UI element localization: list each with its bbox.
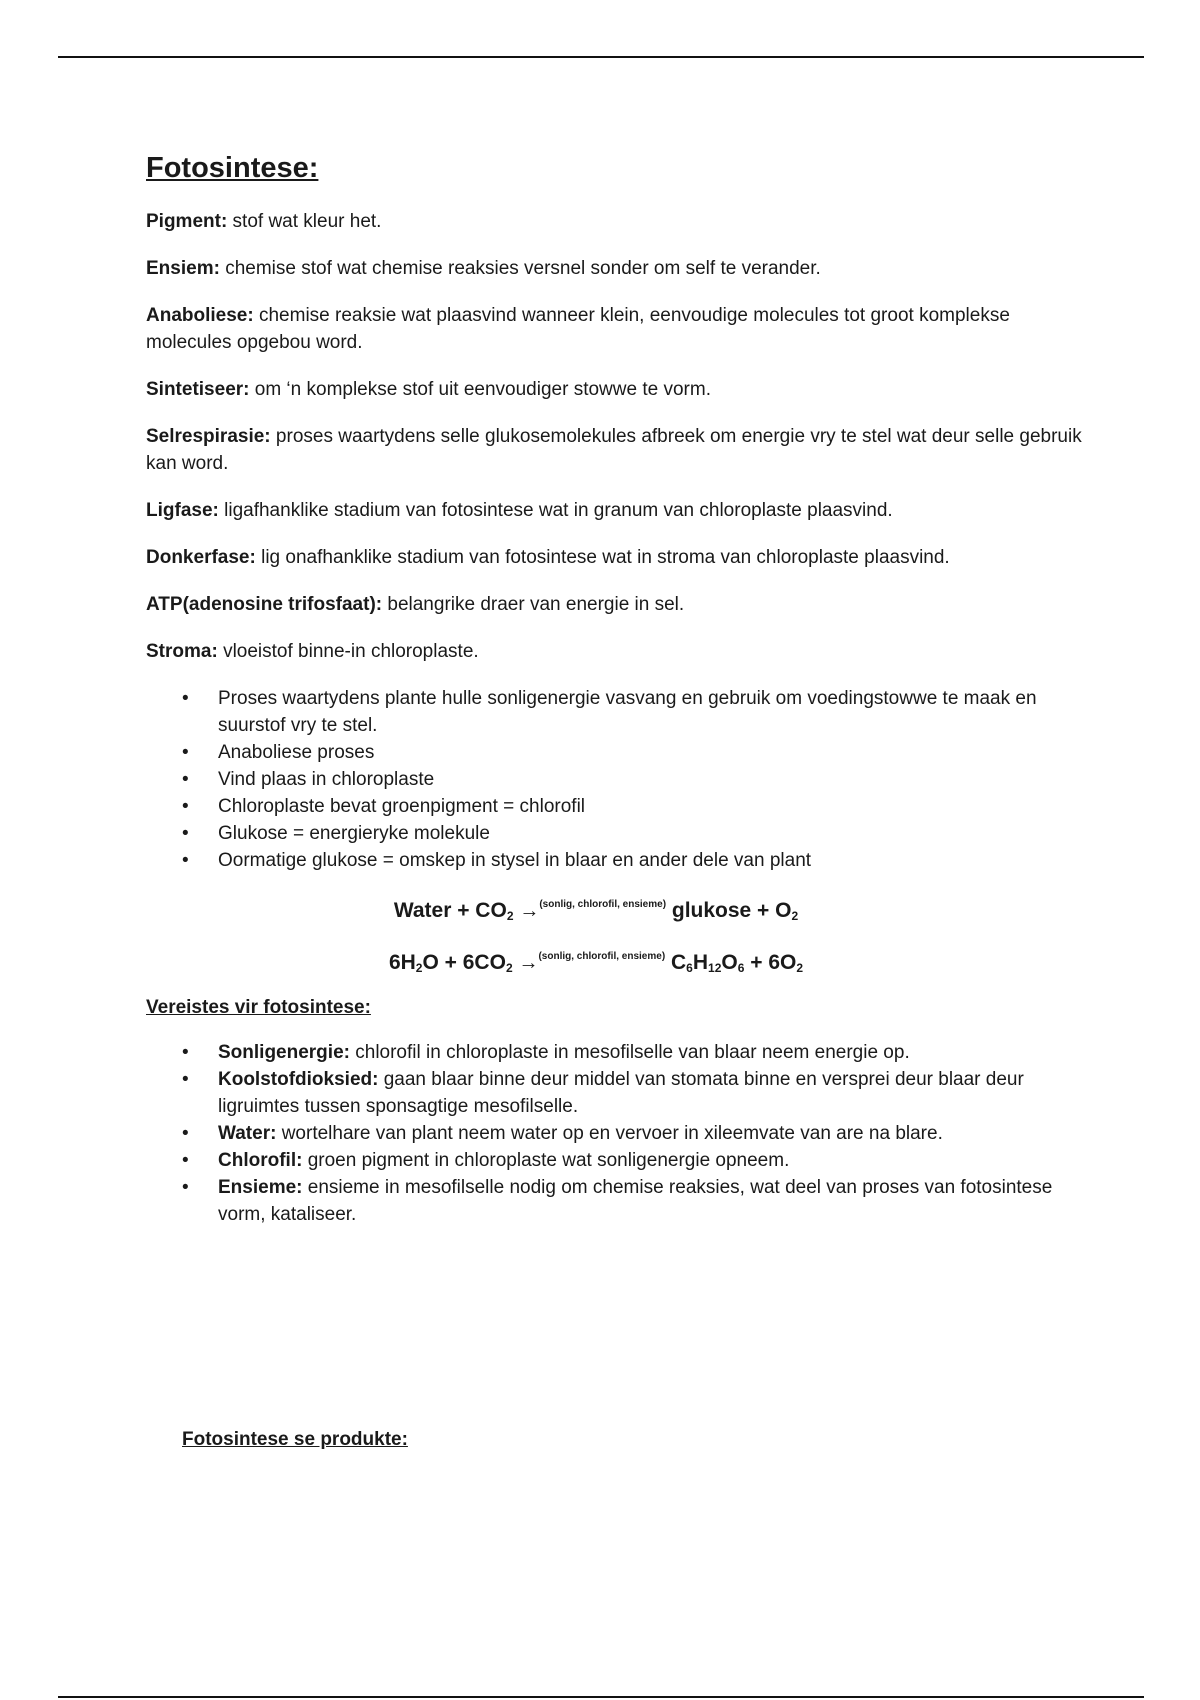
definition-term: Donkerfase:	[146, 547, 256, 568]
definition-term: Ensiem:	[146, 258, 220, 279]
equation-part: 6H	[388, 951, 416, 974]
definition-atp	[146, 591, 1086, 618]
list-item: • Oormatige glukose = omskep in stysel in blaar en ander dele van plant	[218, 847, 1086, 874]
list-item: • Proses waartydens plante hulle sonligenergie vasvang en gebruik om voedingstowwe te maak en suurstof vry te stel.	[218, 685, 1086, 739]
list-item	[218, 1120, 1086, 1147]
products-heading: Fotosintese se produkte:	[182, 1429, 408, 1450]
page-top-rule	[58, 56, 1144, 58]
equation-part: + 6O	[744, 951, 797, 974]
equation-condition: (sonlig, chlorofil, ensieme)	[539, 899, 667, 910]
page-bottom-rule	[58, 1696, 1144, 1698]
list-item: • Anaboliese proses	[218, 739, 1086, 766]
list-item	[218, 1066, 1086, 1120]
equation-subscript: 6	[686, 961, 693, 975]
equation-subscript: 12	[708, 961, 722, 975]
requirement-term: Water:	[218, 1123, 277, 1144]
definition-term: Pigment:	[146, 211, 228, 232]
definition-text: stof wat kleur het.	[227, 211, 382, 232]
requirement-text: gaan blaar binne deur middel van stomata binne en versprei deur blaar deur ligruimtes tussen sponsagtige mesofilselle.	[218, 1069, 1024, 1117]
definition-text: chemise stof wat chemise reaksies versnel sonder om self te verander.	[219, 258, 821, 279]
definition-text: lig onafhanklike stadium van fotosintese wat in stroma van chloroplaste plaasvind.	[255, 547, 950, 568]
list-item: • Chloroplaste bevat groenpigment = chlorofil	[218, 793, 1086, 820]
requirement-term: Ensieme:	[218, 1177, 303, 1198]
arrow-icon: →	[519, 900, 540, 922]
equation-subscript: 2	[506, 909, 514, 923]
definition-anaboliese	[146, 302, 1086, 356]
equation-subscript: 2	[415, 961, 423, 975]
definition-donkerfase	[146, 544, 1086, 571]
chemical-equation	[146, 942, 1086, 978]
list-item	[218, 1147, 1086, 1174]
equation-part: glukose + O	[666, 899, 792, 922]
definition-term: Ligfase:	[146, 500, 219, 521]
definition-ligfase	[146, 497, 1086, 524]
requirement-text: groen pigment in chloroplaste wat sonligenergie opneem.	[302, 1150, 790, 1171]
definition-text: proses waartydens selle glukosemolekules afbreek om energie vry te stel wat deur selle gebruik kan word.	[146, 426, 1082, 474]
definition-term: Stroma:	[146, 641, 218, 662]
definition-sintetiseer	[146, 376, 1086, 403]
definition-text: vloeistof binne-in chloroplaste.	[217, 641, 479, 662]
page-content	[146, 148, 1086, 1244]
list-item	[218, 1174, 1086, 1228]
definition-term: ATP(adenosine trifosfaat):	[146, 594, 383, 615]
definition-term: Sintetiseer:	[146, 379, 250, 400]
equation-subscript: 2	[796, 961, 804, 975]
definition-pigment	[146, 208, 1086, 235]
photosynthesis-facts-list	[146, 685, 1086, 874]
equation-part: O	[721, 951, 738, 974]
definition-text: belangrike draer van energie in sel.	[382, 594, 685, 615]
requirement-term: Sonligenergie:	[218, 1042, 350, 1063]
list-item: • Vind plaas in chloroplaste	[218, 766, 1086, 793]
definition-text: ligafhanklike stadium van fotosintese wat in granum van chloroplaste plaasvind.	[218, 500, 893, 521]
definition-term: Anaboliese:	[146, 305, 254, 326]
requirements-list	[146, 1039, 1086, 1228]
definition-selrespirasie	[146, 423, 1086, 477]
requirement-term: Chlorofil:	[218, 1150, 303, 1171]
requirement-text: ensieme in mesofilselle nodig om chemise reaksies, wat deel van proses van fotosintese vorm, kataliseer.	[218, 1177, 1053, 1225]
equation-part: Water + CO	[393, 899, 507, 922]
arrow-icon: →	[518, 952, 539, 974]
equation-part: C	[665, 951, 687, 974]
requirement-term: Koolstofdioksied:	[218, 1069, 379, 1090]
equation-subscript: 2	[505, 961, 513, 975]
requirement-text: wortelhare van plant neem water op en vervoer in xileemvate van are na blare.	[276, 1123, 943, 1144]
requirement-text: chlorofil in chloroplaste in mesofilselle van blaar neem energie op.	[349, 1042, 910, 1063]
word-equation	[146, 890, 1086, 926]
equation-condition: (sonlig, chlorofil, ensieme)	[538, 951, 666, 962]
list-item	[218, 1039, 1086, 1066]
list-item: • Glukose = energieryke molekule	[218, 820, 1086, 847]
equation-part: H	[692, 951, 709, 974]
definition-term: Selrespirasie:	[146, 426, 271, 447]
definition-stroma	[146, 638, 1086, 665]
equation-part: O + 6CO	[422, 951, 506, 974]
definition-text: om ‘n komplekse stof uit eenvoudiger stowwe te vorm.	[249, 379, 711, 400]
requirements-heading: Vereistes vir fotosintese:	[146, 997, 371, 1018]
definition-ensiem	[146, 255, 1086, 282]
page-title: Fotosintese:	[146, 152, 319, 184]
equation-subscript: 6	[737, 961, 745, 975]
definition-text: chemise reaksie wat plaasvind wanneer klein, eenvoudige molecules tot groot komplekse molecules opgebou word.	[146, 305, 1010, 353]
equation-subscript: 2	[791, 909, 799, 923]
